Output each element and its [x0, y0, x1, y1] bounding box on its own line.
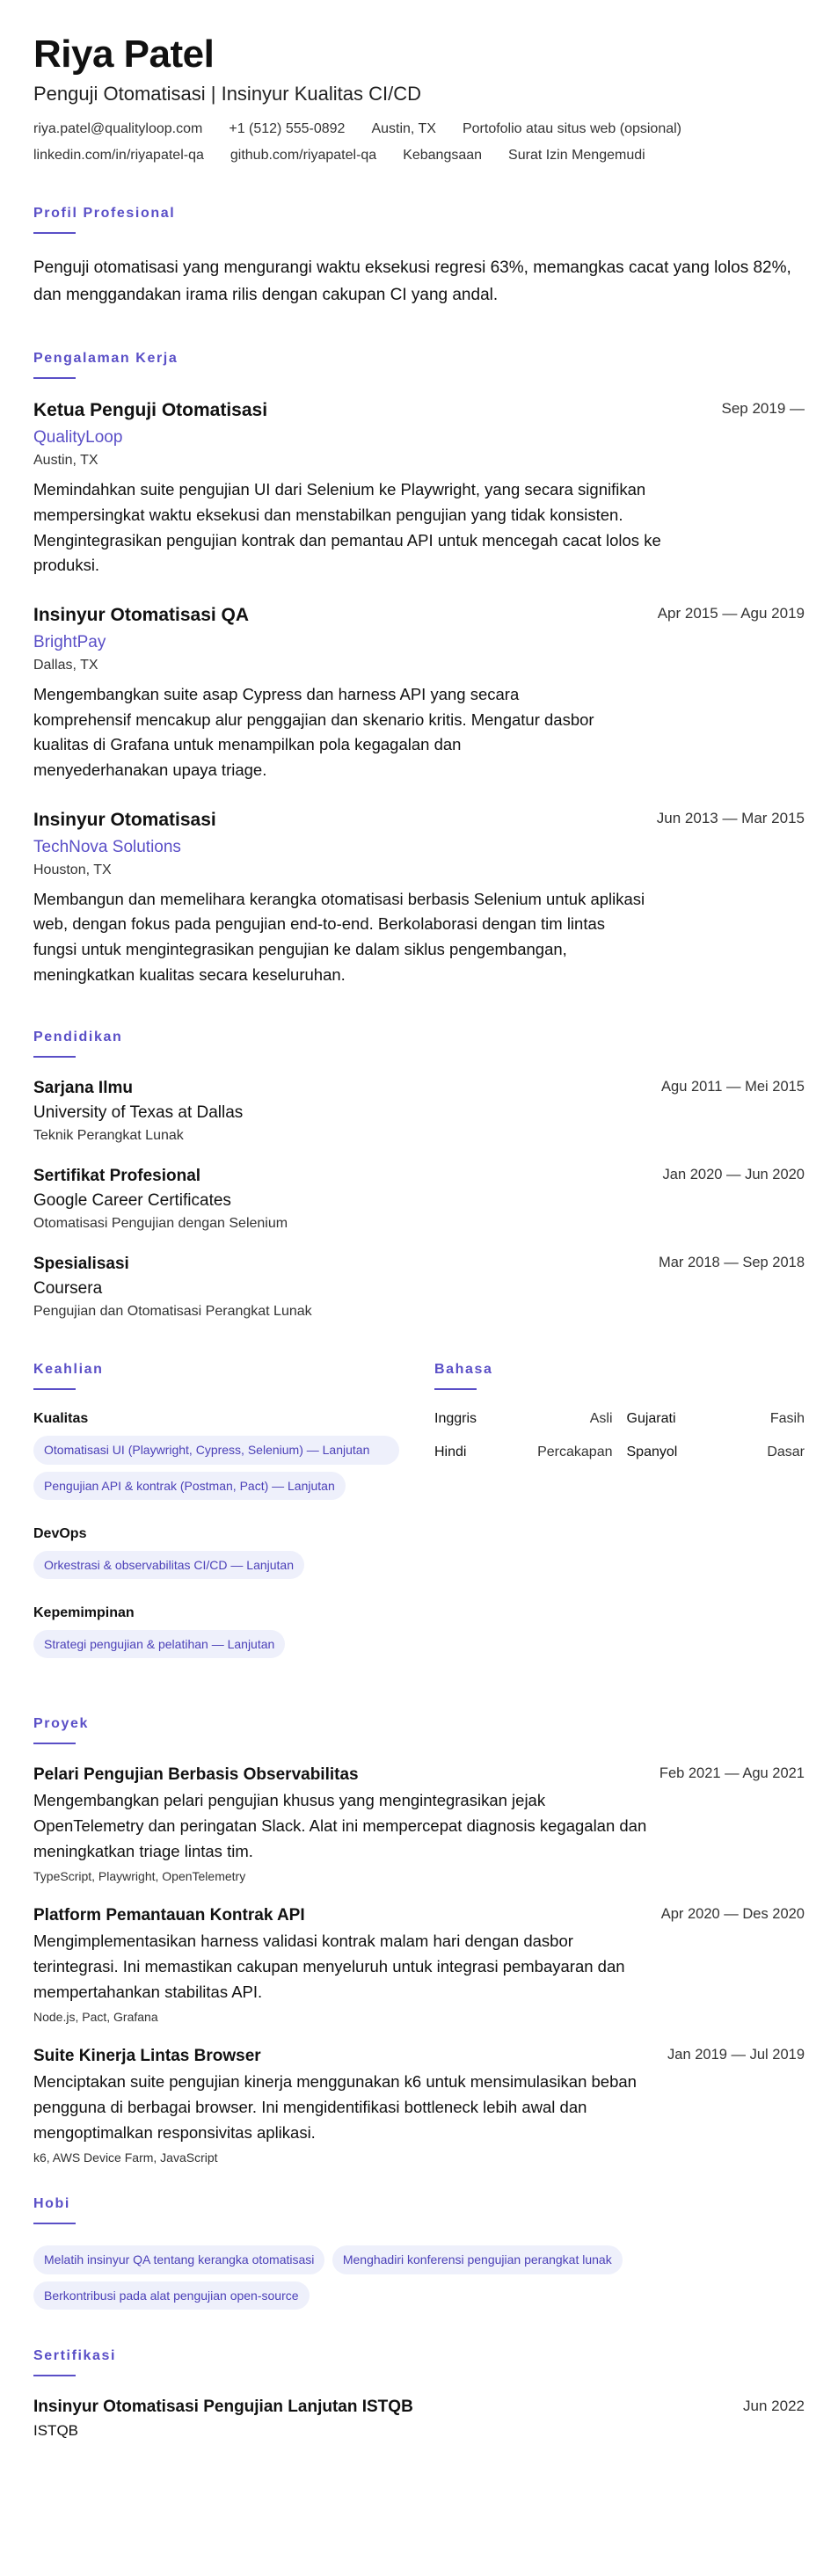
hobby-pill: Berkontribusi pada alat pengujian open-source [33, 2281, 310, 2310]
skill-pill: Pengujian API & kontrak (Postman, Pact) — Lanjutan [33, 1472, 346, 1500]
hobby-list [33, 2245, 805, 2317]
section-divider [33, 2223, 76, 2224]
skill-pill: Otomatisasi UI (Playwright, Cypress, Selenium) — Lanjutan [33, 1436, 399, 1464]
education-entry [33, 1079, 805, 1144]
section-title-skills: Keahlian [33, 1362, 104, 1378]
job-title: Insinyur Otomatisasi QA [33, 604, 250, 625]
study-field: Pengujian dan Otomatisasi Perangkat Lunak [33, 1304, 312, 1320]
language-level: Fasih [769, 1411, 805, 1427]
candidate-headline: Penguji Otomatisasi | Insinyur Kualitas CI/CD [33, 83, 421, 106]
project-entry [33, 1906, 805, 2024]
education-entry [33, 1255, 805, 1320]
contact-nationality: Kebangsaan [403, 148, 483, 164]
skill-group-title: Kualitas [33, 1411, 89, 1427]
study-field: Teknik Perangkat Lunak [33, 1128, 184, 1144]
language-name: Gujarati [626, 1411, 676, 1427]
section-divider [434, 1388, 477, 1390]
project-description: Mengimplementasikan harness validasi kontrak malam hari dengan dasbor terintegrasi. Ini memastikan cakupan menyeluruh untuk integrasi pembayaran dan mempertahankan stabilitas API. [33, 1932, 625, 2001]
certification-date: Jun 2022 [743, 2398, 805, 2415]
contact-email[interactable]: riya.patel@qualityloop.com [33, 121, 203, 137]
skills-column [33, 1362, 403, 1685]
job-title: Ketua Penguji Otomatisasi [33, 400, 268, 421]
hobbies-section [33, 2196, 805, 2317]
project-title: Suite Kinerja Lintas Browser [33, 2047, 261, 2066]
language-name: Hindi [434, 1444, 467, 1460]
section-divider [33, 377, 76, 379]
project-date: Jan 2019 — Jul 2019 [667, 2047, 805, 2063]
languages-column [434, 1362, 805, 1685]
skill-group-title: Kepemimpinan [33, 1605, 135, 1621]
language-level: Percakapan [537, 1444, 613, 1460]
degree-title: Spesialisasi [33, 1255, 129, 1274]
certifications-section [33, 2348, 805, 2440]
project-entry [33, 1765, 805, 1883]
project-description: Menciptakan suite pengujian kinerja menggunakan k6 untuk mensimulasikan beban pengguna di berbagai browser. Ini mengidentifikasi bottleneck lebih awal dan mengoptimalkan responsivitas aplikasi. [33, 2072, 637, 2142]
candidate-name: Riya Patel [33, 33, 215, 76]
project-entry [33, 2047, 805, 2165]
language-name: Spanyol [626, 1444, 678, 1460]
contact-github[interactable]: github.com/riyapatel-qa [230, 148, 377, 164]
section-divider [33, 1388, 76, 1390]
certification-title: Insinyur Otomatisasi Pengujian Lanjutan ISTQB [33, 2398, 413, 2417]
job-location: Dallas, TX [33, 657, 98, 673]
school-name: Google Career Certificates [33, 1191, 231, 1211]
job-description: Mengembangkan suite asap Cypress dan harness API yang secara komprehensif mencakup alur penggajian dan skenario kritis. Mengatur dasbor kualitas di Grafana untuk menampilkan pola kegagalan dan menyederhanakan upaya triage. [33, 684, 594, 779]
job-description: Memindahkan suite pengujian UI dari Selenium ke Playwright, yang secara signifikan mempersingkat waktu eksekusi dan menstabilkan pengujian yang tidak konsisten. Mengintegrasikan pengujian kontrak dan pemantau API untuk mencegah cacat lolos ke produksi. [33, 480, 661, 575]
project-title: Pelari Pengujian Berbasis Observabilitas [33, 1765, 359, 1785]
contact-phone[interactable]: +1 (512) 555-0892 [229, 121, 346, 137]
contact-driving-license: Surat Izin Mengemudi [508, 148, 645, 164]
job-date: Jun 2013 — Mar 2015 [656, 809, 805, 826]
language-item [434, 1411, 613, 1427]
job-description: Membangun dan memelihara kerangka otomatisasi berbasis Selenium untuk aplikasi web, dengan fokus pada pengujian end-to-end. Berkolaborasi dengan tim lintas fungsi untuk mengintegrasikan pengujian ke dalam siklus pengembangan, meningkatkan kualitas secara keseluruhan. [33, 889, 645, 984]
section-title-profile: Profil Profesional [33, 206, 176, 222]
company-name: TechNova Solutions [33, 837, 181, 856]
school-name: Coursera [33, 1279, 103, 1299]
language-item [627, 1444, 805, 1460]
project-tech: k6, AWS Device Farm, JavaScript [33, 2150, 218, 2165]
experience-entry [33, 810, 805, 988]
job-date: Sep 2019 — [721, 400, 805, 418]
company-name: QualityLoop [33, 428, 123, 448]
skill-pill: Strategi pengujian & pelatihan — Lanjutan [33, 1630, 285, 1658]
experience-entry [33, 400, 805, 579]
certification-issuer: ISTQB [33, 2422, 79, 2440]
education-date: Mar 2018 — Sep 2018 [658, 1255, 805, 1271]
section-title-education: Pendidikan [33, 1030, 123, 1045]
skill-group [33, 1411, 403, 1507]
degree-title: Sertifikat Profesional [33, 1167, 201, 1186]
contact-location: Austin, TX [371, 121, 436, 137]
language-level: Dasar [767, 1444, 805, 1460]
profile-summary: Penguji otomatisasi yang mengurangi waktu eksekusi regresi 63%, memangkas cacat yang lolos 82%, dan menggandakan irama rilis dengan cakupan CI yang andal. [33, 258, 791, 304]
language-level: Asli [589, 1411, 613, 1427]
education-entry [33, 1167, 805, 1232]
projects-section [33, 1716, 805, 2165]
section-title-experience: Pengalaman Kerja [33, 351, 179, 367]
education-date: Agu 2011 — Mei 2015 [661, 1079, 805, 1095]
section-divider [33, 232, 76, 234]
education-date: Jan 2020 — Jun 2020 [662, 1167, 805, 1183]
contact-linkedin[interactable]: linkedin.com/in/riyapatel-qa [33, 148, 204, 164]
language-item [627, 1411, 805, 1427]
section-divider [33, 1056, 76, 1058]
job-date: Apr 2015 — Agu 2019 [657, 604, 805, 622]
experience-section [33, 351, 805, 987]
resume-header [33, 33, 805, 164]
hobby-pill: Menghadiri konferensi pengujian perangkat lunak [332, 2245, 623, 2274]
job-location: Houston, TX [33, 862, 112, 877]
degree-title: Sarjana Ilmu [33, 1079, 133, 1098]
skill-group [33, 1526, 403, 1586]
project-date: Apr 2020 — Des 2020 [660, 1906, 805, 1923]
job-location: Austin, TX [33, 453, 98, 469]
company-name: BrightPay [33, 632, 106, 651]
section-title-projects: Proyek [33, 1716, 89, 1732]
contact-row-primary [33, 121, 805, 137]
language-name: Inggris [434, 1411, 477, 1427]
section-title-hobbies: Hobi [33, 2196, 70, 2212]
project-tech: TypeScript, Playwright, OpenTelemetry [33, 1869, 246, 1884]
contact-row-secondary [33, 148, 805, 164]
skill-group [33, 1605, 403, 1665]
experience-entry [33, 605, 805, 783]
certification-entry [33, 2398, 805, 2440]
section-title-languages: Bahasa [434, 1362, 493, 1378]
education-section [33, 1030, 805, 1320]
section-title-certifications: Sertifikasi [33, 2348, 117, 2364]
language-item [434, 1444, 613, 1460]
study-field: Otomatisasi Pengujian dengan Selenium [33, 1216, 288, 1232]
project-tech: Node.js, Pact, Grafana [33, 2010, 158, 2025]
project-title: Platform Pemantauan Kontrak API [33, 1906, 305, 1925]
profile-section [33, 206, 805, 309]
school-name: University of Texas at Dallas [33, 1103, 244, 1123]
skill-group-title: DevOps [33, 1525, 87, 1541]
skill-pill: Orkestrasi & observabilitas CI/CD — Lanjutan [33, 1551, 304, 1579]
project-description: Mengembangkan pelari pengujian khusus yang mengintegrasikan jejak OpenTelemetry dan peringatan Slack. Alat ini mempercepat diagnosis kegagalan dan meningkatkan triage lintas tim. [33, 1791, 647, 1860]
section-divider [33, 2375, 76, 2376]
contact-portfolio[interactable]: Portofolio atau situs web (opsional) [462, 121, 681, 137]
hobby-pill: Melatih insinyur QA tentang kerangka otomatisasi [33, 2245, 324, 2274]
job-title: Insinyur Otomatisasi [33, 809, 216, 830]
section-divider [33, 1743, 76, 1744]
project-date: Feb 2021 — Agu 2021 [659, 1765, 805, 1782]
skills-languages-section [33, 1362, 805, 1685]
language-list [434, 1411, 805, 1460]
